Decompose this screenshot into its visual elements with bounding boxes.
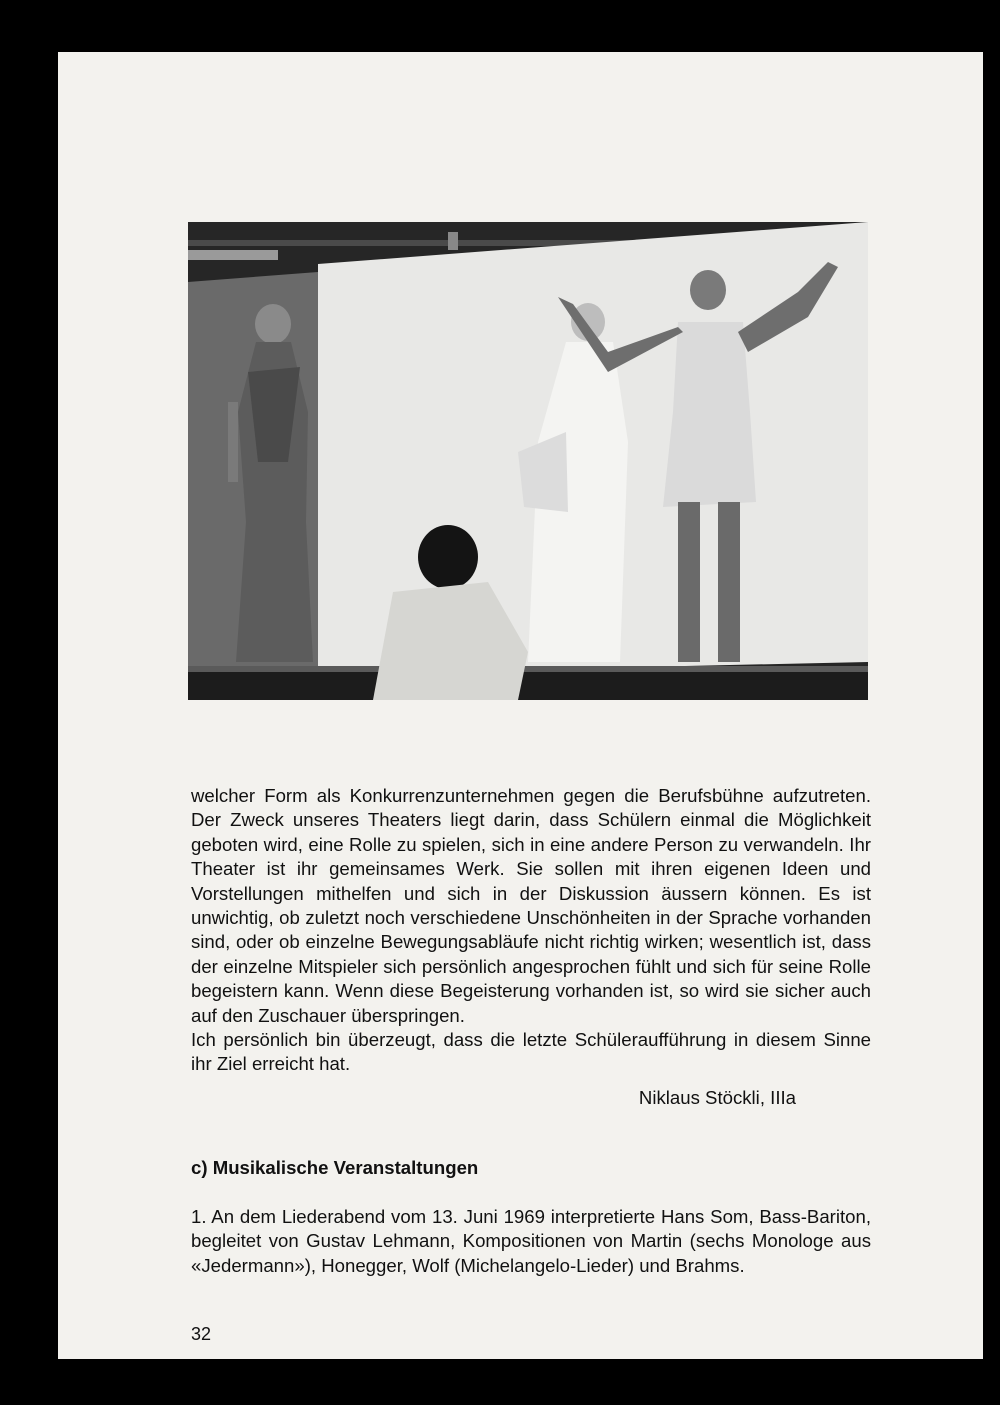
body-paragraph: welcher Form als Konkurrenzunternehmen gegen die Berufsbühne aufzutreten. Der Zweck unseres Theaters liegt darin, dass Schülern einmal die Möglichkeit geboten wird, eine Rolle zu spielen, sich in eine andere Person zu verwandeln. Ihr Theater ist ihr gemeinsames Werk. Sie sollen mit ihren eigenen Ideen und Vorstellungen mithelfen und sich in der Diskussion äussern können. Es ist unwichtig, ob zuletzt noch verschiedene Unschönheiten in der Sprache vorhanden sind, oder ob einzelne Bewegungsabläufe nicht richtig wirken; wesentlich ist, dass der einzelne Mitspieler sich persönlich angesprochen fühlt und sich für seine Rolle begeistern kann. Wenn diese Begeisterung vorhanden ist, so wird sie sicher auch auf den Zuschauer überspringen. xyxy=(191,785,871,1026)
concert-item: 1. An dem Liederabend vom 13. Juni 1969 interpretierte Hans Som, Bass-Bariton, begleitet von Gustav Lehmann, Kompositionen von Martin (sechs Monologe aus «Jedermann»), Honegger, Wolf (Michelangelo-Lieder) und Brahms. xyxy=(191,1206,871,1276)
stage-performance-photo xyxy=(188,222,868,700)
author-signature: Niklaus Stöckli, IIIa xyxy=(638,1087,796,1108)
document-page xyxy=(58,52,983,1359)
body-paragraph-conclusion: Ich persönlich bin überzeugt, dass die letzte Schüleraufführung in diesem Sinne ihr Ziel erreicht hat. xyxy=(191,1029,871,1075)
section-heading: c) Musikalische Veranstaltungen xyxy=(191,1157,479,1178)
body-text xyxy=(191,784,871,1077)
page-number: 32 xyxy=(191,1324,212,1344)
